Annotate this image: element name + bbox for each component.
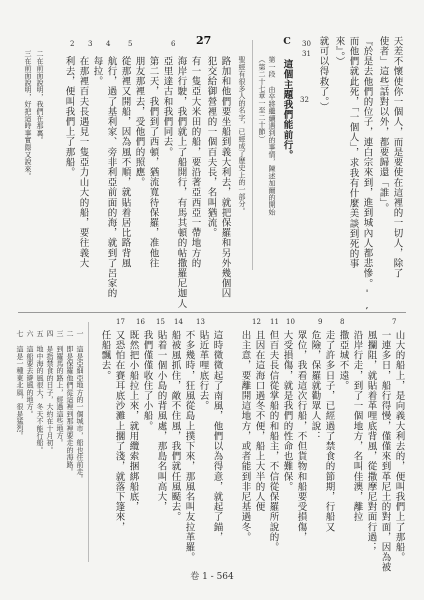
verse-number: 32: [300, 96, 309, 104]
text-column: 走了許多日子，已經過了禁食的節期，行船又: [323, 330, 335, 532]
verse-number: 13: [196, 318, 205, 326]
verse-number: 4: [106, 40, 111, 48]
text-column: 海岸行駛，我們就上了船開行，有馬其頓的帖撒羅尼迦人: [175, 56, 187, 309]
text-column: 路加和他們要坐船到義大利去，就把保羅和另外幾個囚: [219, 56, 231, 299]
text-column: 而他們就此死，「一個人」，求我有什麼美談到死的事: [347, 36, 359, 269]
footnote: 三 到羅馬的路上，經過這些地方。: [56, 330, 64, 447]
verse-number: 10: [286, 318, 295, 326]
footnote: 七 這是一種東北風，很是猛烈。: [16, 330, 24, 439]
column-divider: [88, 322, 89, 562]
text-column: 朋友那裡去，受他們的照應。: [133, 56, 145, 188]
verse-number: 11: [270, 318, 279, 326]
text-column: 航行，過了基利家、旁非利亞前面的海，就到了呂家的: [105, 56, 117, 299]
footnote: 三在前面說明，好把這時事實際又說來。: [24, 50, 32, 180]
text-column: 船被風抓住，敵不住風，我們就任風颳去。: [169, 330, 181, 522]
column-divider: [252, 40, 253, 270]
text-column: 沿岸行走，到了一個地方，名叫佳澳，離拉: [351, 330, 363, 522]
verse-number: 12: [252, 318, 261, 326]
section-subheading: （第二十七章一至二十節）: [258, 56, 266, 143]
text-column: 我們僅僅收住了小船。: [141, 330, 153, 431]
verse-number: 8: [340, 318, 345, 326]
verse-number: 3: [88, 40, 93, 48]
text-column: 聖經有很多人的名字，已經成了歷史上的一部分。: [238, 56, 246, 215]
verse-number: 14: [174, 318, 183, 326]
text-column: 又恐怕在賽耳底沙灘上擱了淺，就落下篷來，: [113, 330, 125, 532]
footnote: 四 是指禁食的日子，大約在十月初。: [46, 330, 54, 454]
text-column: 出主意，要離開這地方，或者能到非尼基過冬。: [239, 330, 251, 543]
text-column: 危險，保羅就勸眾人說：: [309, 330, 321, 442]
text-column: 眾位，我看這次行船，不但貨物和船要受損傷，: [295, 330, 307, 543]
verse-number: 31: [302, 50, 311, 58]
footnote: 二 即是保羅他們從這裡到那裡要走的海路。: [66, 330, 74, 475]
text-column: 每拉。: [91, 56, 103, 87]
text-column: 犯交給御營裡的一個百夫長，名叫猶流。: [205, 56, 217, 238]
text-column: 貼着一個小島的背風處，那島名叫高大，: [155, 330, 167, 512]
text-column: 第二天，我們到了西頓，猶流寬待保羅，准他往: [147, 56, 159, 269]
text-column: 天差不懷使你一個人，而是要使在這裡的一切人，除了: [391, 36, 403, 279]
text-column: 使者」這些話對以外，都要歸還「誰」。: [377, 36, 389, 214]
verse-number: 30: [302, 40, 311, 48]
verse-number: 6: [171, 40, 176, 48]
text-column: 『於是去他們的位子，連白宗來到，進到城內人都悲慘。',: [361, 36, 373, 312]
footnote: 五 地中海的風很大，冬天不能行船。: [36, 330, 44, 454]
text-column: 就可以得救了。）: [317, 36, 329, 113]
text-column: 來』。）: [333, 36, 345, 67]
verse-number: 5: [128, 40, 133, 48]
text-column: 撒亞城不遠。: [337, 330, 349, 391]
text-column: 大受損傷，就是我們的性命也難保。: [281, 330, 293, 492]
text-column: 從那裡又開船，因為風不順，就貼着居比路背風: [119, 56, 131, 269]
section-divider: [18, 312, 406, 313]
text-column: 但百夫長信從掌船的和船主，不信從保羅所說的。: [267, 330, 279, 553]
footnote: 一 這是亞細亞地方的一個城市，船也往前走。: [76, 330, 84, 483]
text-column: 不多幾時，狂風從島上撲下來，那風名叫友拉革羅。: [183, 330, 195, 563]
text-column: 山大的船上，是向義大利去的，便叫我們上了那船。: [393, 330, 405, 563]
section-heading: C 這個主題我們能前行。: [281, 36, 293, 161]
text-column: 貼近革哩底行去。: [197, 330, 209, 411]
text-column: 利去，便叫我們上了那船。: [63, 56, 75, 178]
text-column: 一連多日，船行得慢，僅僅來到革尼土的對面，因為被: [379, 330, 391, 573]
text-column: 任船飄去。: [99, 330, 111, 381]
text-column: 在那裡百夫長遇見一隻亞力山大的船，要往義大: [77, 56, 89, 269]
footnote: 二在前面說明，我們在那裏。: [36, 50, 44, 144]
verse-number: 15: [156, 318, 165, 326]
text-column: 且因在這海口過冬不便，船上大半的人便: [253, 330, 265, 512]
text-column: 風攔阻，就貼着革哩底背風，從撒摩尼對面行過；: [365, 330, 377, 553]
footnote: 六 這船要去避風的地方。: [26, 330, 34, 418]
verse-number: 7: [392, 318, 397, 326]
section-subheading: 第一段 由卒將繼續遇到的事情，陳述加爾的開始: [268, 56, 276, 216]
verse-number: 16: [136, 318, 145, 326]
text-column: 有一隻亞大米田的船，要沿著亞西亞一帶地方的: [189, 56, 201, 269]
text-column: 既然把小船拉上來，就用纜索捆綁船底，: [127, 330, 139, 512]
page-footer: 卷 1 - 564: [190, 572, 234, 582]
chapter-number: 27: [196, 34, 212, 47]
verse-number: 2: [70, 40, 75, 48]
verse-number: 17: [116, 318, 125, 326]
text-column: 亞里達古和我們同去。: [161, 56, 173, 157]
verse-number: 9: [318, 318, 323, 326]
text-column: 這時微微起了南風，他們以為得意，就起了錨，: [211, 330, 223, 543]
